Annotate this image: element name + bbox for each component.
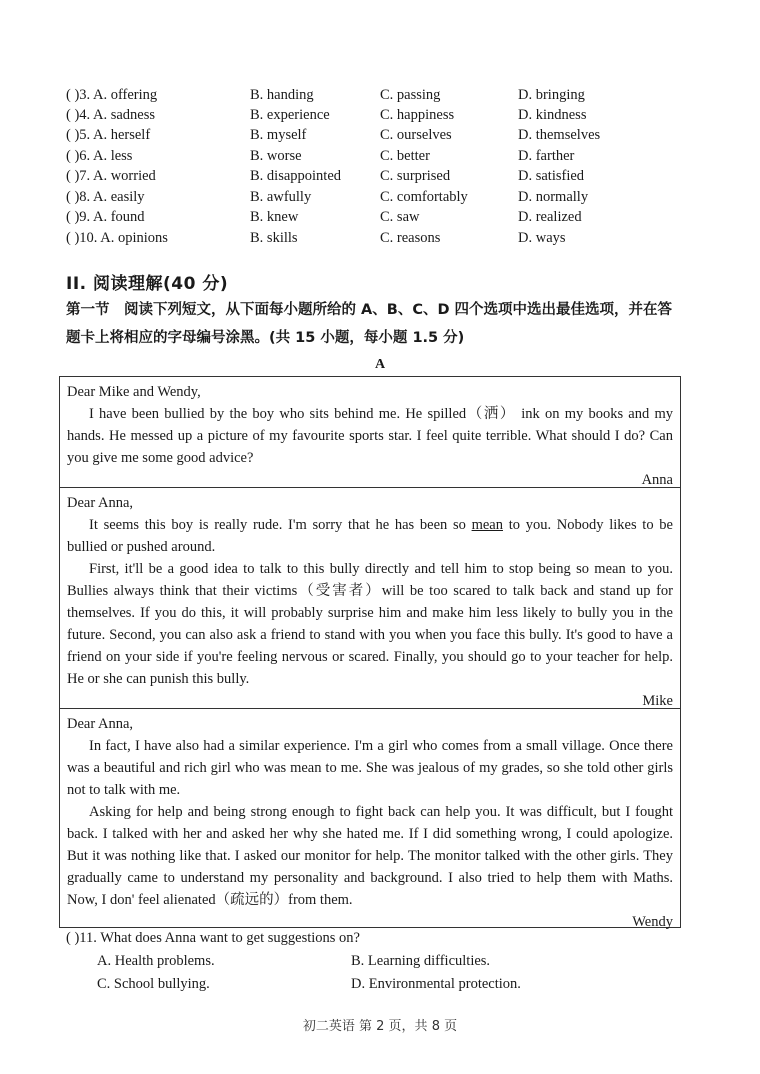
section-instructions-line-1: 第一节 阅读下列短文，从下面每小题所给的 A、B、C、D 四个选项中选出最佳选项，并在答 [66,302,673,318]
cloze-option-c[interactable]: C. happiness [380,107,455,123]
cloze-option-a[interactable]: ( )4. A. sadness [66,107,156,123]
cloze-option-a[interactable]: ( )6. A. less [66,148,133,164]
cloze-option-b[interactable]: B. experience [250,107,330,123]
cloze-option-d[interactable]: D. farther [518,148,575,164]
section-title: II. 阅读理解(40 分) [66,274,229,294]
cloze-option-c[interactable]: C. saw [380,209,420,225]
cloze-option-a[interactable]: ( )8. A. easily [66,189,145,205]
letter-paragraph-1: It seems this boy is really rude. I'm sorry that he has been so mean to you. Nobody likes to be bullied or pushed around. [67,517,673,555]
letter-signature: Wendy [632,914,673,930]
letter-wendy [59,708,681,928]
cloze-option-d[interactable]: D. bringing [518,87,585,103]
cloze-option-b[interactable]: B. awfully [250,189,312,205]
cloze-option-b[interactable]: B. knew [250,209,299,225]
cloze-option-c[interactable]: C. better [380,148,430,164]
cloze-option-b[interactable]: B. worse [250,148,302,164]
letter-signature: Mike [642,693,673,709]
letter-greeting: Dear Mike and Wendy, [67,384,201,400]
section-instructions-line-2: 题卡上将相应的字母编号涂黑。(共 15 小题，每小题 1.5 分) [66,330,465,346]
cloze-option-d[interactable]: D. ways [518,230,566,246]
letter-paragraph-1: In fact, I have also had a similar experience. I'm a girl who comes from a small village. Once there was a beautiful and rich girl who was mean to me. She was jealous of my grades, so she told other girls not to talk with me. [67,738,673,798]
letter-signature: Anna [641,472,673,488]
cloze-option-b[interactable]: B. myself [250,127,307,143]
question-11-option-d[interactable]: D. Environmental protection. [351,976,521,992]
question-11-stem: ( )11. What does Anna want to get suggestions on? [66,930,360,946]
letter-paragraph-2: Asking for help and being strong enough to fight back can help you. It was difficult, but I fought back. I talked with her and asked her why she hated me. If I did something wrong, I could apologize. But it was nothing like that. I asked our monitor for help. The monitor talked with the other girls. They gradually came to understand my personality and background. I also tried to help them with Maths. Now, I don' feel alienated（疏远的）from them. [67,804,673,908]
letter-body: I have been bullied by the boy who sits behind me. He spilled（洒） ink on my books and my hands. He messed up a picture of my favourite sports star. I feel quite terrible. What should I do? Can you give me some good advice? [67,406,673,466]
cloze-option-c[interactable]: C. comfortably [380,189,468,205]
letter-mike [59,487,681,709]
cloze-option-a[interactable]: ( )10. A. opinions [66,230,168,246]
page-footer: 初二英语 第 2 页，共 8 页 [302,1019,458,1034]
letter-anna [59,376,681,488]
cloze-option-b[interactable]: B. disappointed [250,168,342,184]
cloze-option-d[interactable]: D. satisfied [518,168,585,184]
letter-paragraph-2: First, it'll be a good idea to talk to this bully directly and tell him to stop being so mean to you. Bullies always think that their victims（受害者）will be too scared to talk back and stand up for themselves. If you do this, it will probably surprise him and make him less likely to bully you in the future. Second, you can also ask a friend to stand with you when you face this bully. It's good to have a friend on your side if you're feeling nervous or scared. Finally, you should go to your teacher for help. He or she can punish this bully. [67,561,673,687]
question-11-option-c[interactable]: C. School bullying. [97,976,210,992]
letter-greeting: Dear Anna, [67,716,134,732]
cloze-option-c[interactable]: C. passing [380,87,441,103]
cloze-option-a[interactable]: ( )7. A. worried [66,168,156,184]
cloze-option-c[interactable]: C. reasons [380,230,441,246]
cloze-option-d[interactable]: D. kindness [518,107,587,123]
passage-label: A [374,357,386,372]
cloze-option-c[interactable]: C. surprised [380,168,451,184]
cloze-option-a[interactable]: ( )3. A. offering [66,87,158,103]
question-11-option-a[interactable]: A. Health problems. [97,953,215,969]
cloze-option-a[interactable]: ( )5. A. herself [66,127,151,143]
cloze-option-c[interactable]: C. ourselves [380,127,452,143]
underlined-word-mean: mean [471,517,503,533]
letter-greeting: Dear Anna, [67,495,134,511]
cloze-option-b[interactable]: B. handing [250,87,314,103]
cloze-option-b[interactable]: B. skills [250,230,298,246]
cloze-option-d[interactable]: D. themselves [518,127,601,143]
cloze-option-d[interactable]: D. realized [518,209,582,225]
question-11-option-b[interactable]: B. Learning difficulties. [351,953,491,969]
cloze-option-d[interactable]: D. normally [518,189,589,205]
cloze-option-a[interactable]: ( )9. A. found [66,209,145,225]
